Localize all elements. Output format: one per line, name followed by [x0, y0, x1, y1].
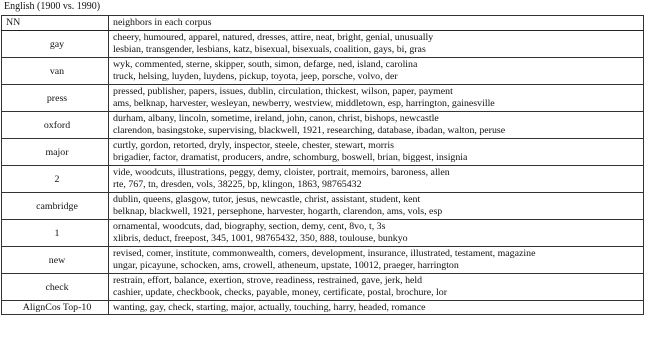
table-row [2, 31, 644, 58]
neighbors-1990: clarendon, basingstoke, supervising, blackwell, 1921, researching, database, ibadan, walton, peruse [113, 125, 506, 136]
neighbors-1900: revised, comer, institute, commonwealth, comers, development, insurance, illustrated, testament, magazine [113, 247, 536, 259]
neighbors-1990: truck, helsing, luyden, luydens, pickup, toyota, jeep, porsche, volvo, der [113, 71, 398, 82]
word-cell: check [2, 274, 109, 301]
neighbors-1900: vide, woodcuts, illustrations, peggy, demy, cloister, portrait, memoirs, baroness, allen [113, 166, 450, 178]
neighbors-cell [109, 193, 644, 220]
word-cell: cambridge [2, 193, 109, 220]
neighbors-cell [109, 247, 644, 274]
neighbors-1990: ams, belknap, harvester, wesleyan, newberry, westview, middletown, esp, harrington, gainesville [113, 98, 495, 109]
top10-neighbors: wanting, gay, check, starting, major, actually, touching, harry, headed, romance [109, 301, 644, 315]
neighbors-1990: ungar, picayune, schocken, ams, crowell, atheneum, upstate, 10012, praeger, harrington [113, 260, 459, 271]
word-cell: gay [2, 31, 109, 58]
neighbors-cell [109, 220, 644, 247]
top10-label: AlignCos Top-10 [2, 301, 109, 315]
table-row [2, 274, 644, 301]
neighbors-1900: durham, albany, lincoln, sometime, ireland, john, canon, christ, bishops, newcastle [113, 112, 439, 124]
table-caption: English (1900 vs. 1990) [4, 1, 101, 12]
neighbors-1900: wyk, commented, sterne, skipper, south, simon, defarge, ned, island, carolina [113, 58, 418, 70]
word-cell: major [2, 139, 109, 166]
aligncos-top10-row [2, 301, 644, 315]
neighbors-1900: curtly, gordon, retorted, dryly, inspector, steele, chester, stewart, morris [113, 139, 394, 151]
word-cell: press [2, 85, 109, 112]
table-body [2, 31, 644, 315]
neighbors-1990: belknap, blackwell, 1921, persephone, harvester, hogarth, clarendon, ams, vols, esp [113, 206, 443, 217]
neighbors-cell [109, 58, 644, 85]
table-row [2, 58, 644, 85]
word-cell: new [2, 247, 109, 274]
header-word: NN [2, 16, 109, 31]
neighbors-1900: restrain, effort, balance, exertion, strove, readiness, restrained, gave, jerk, held [113, 274, 423, 286]
neighbors-1990: brigadier, factor, dramatist, producers, andre, schomburg, boswell, brian, biggest, insignia [113, 152, 468, 163]
neighbors-1900: pressed, publisher, papers, issues, dublin, circulation, thickest, wilson, paper, payment [113, 85, 453, 97]
neighbors-cell [109, 166, 644, 193]
neighbors-cell [109, 112, 644, 139]
table-row [2, 85, 644, 112]
table-row [2, 139, 644, 166]
table-header [2, 16, 644, 31]
word-cell: van [2, 58, 109, 85]
neighbors-1990: rte, 767, tn, dresden, vols, 38225, bp, klingon, 1863, 98765432 [113, 179, 362, 190]
neighbors-1990: cashier, update, checkbook, checks, payable, money, certificate, postal, brochure, lor [113, 287, 448, 298]
table-row [2, 166, 644, 193]
table-row [2, 220, 644, 247]
word-cell: 2 [2, 166, 109, 193]
header-neighbors: neighbors in each corpus [109, 16, 644, 31]
neighbors-1990: xlibris, deduct, freepost, 345, 1001, 98765432, 350, 888, toulouse, bunkyo [113, 233, 408, 244]
neighbors-1990: lesbian, transgender, lesbians, katz, bisexual, bisexuals, coalition, gays, bi, gras [113, 44, 426, 55]
neighbors-cell [109, 85, 644, 112]
neighbors-cell [109, 31, 644, 58]
table-row [2, 247, 644, 274]
word-cell: oxford [2, 112, 109, 139]
neighbors-cell [109, 139, 644, 166]
table-row [2, 112, 644, 139]
header-row [2, 16, 644, 31]
neighbors-1900: ornamental, woodcuts, dad, biography, section, demy, cent, 8vo, t, 3s [113, 220, 386, 232]
neighbors-1900: dublin, queens, glasgow, tutor, jesus, newcastle, christ, assistant, student, kent [113, 193, 421, 205]
nearest-neighbors-table [1, 15, 644, 315]
neighbors-1900: cheery, humoured, apparel, natured, dresses, attire, neat, bright, genial, unusually [113, 31, 434, 43]
neighbors-cell [109, 274, 644, 301]
word-cell: 1 [2, 220, 109, 247]
table-row [2, 193, 644, 220]
